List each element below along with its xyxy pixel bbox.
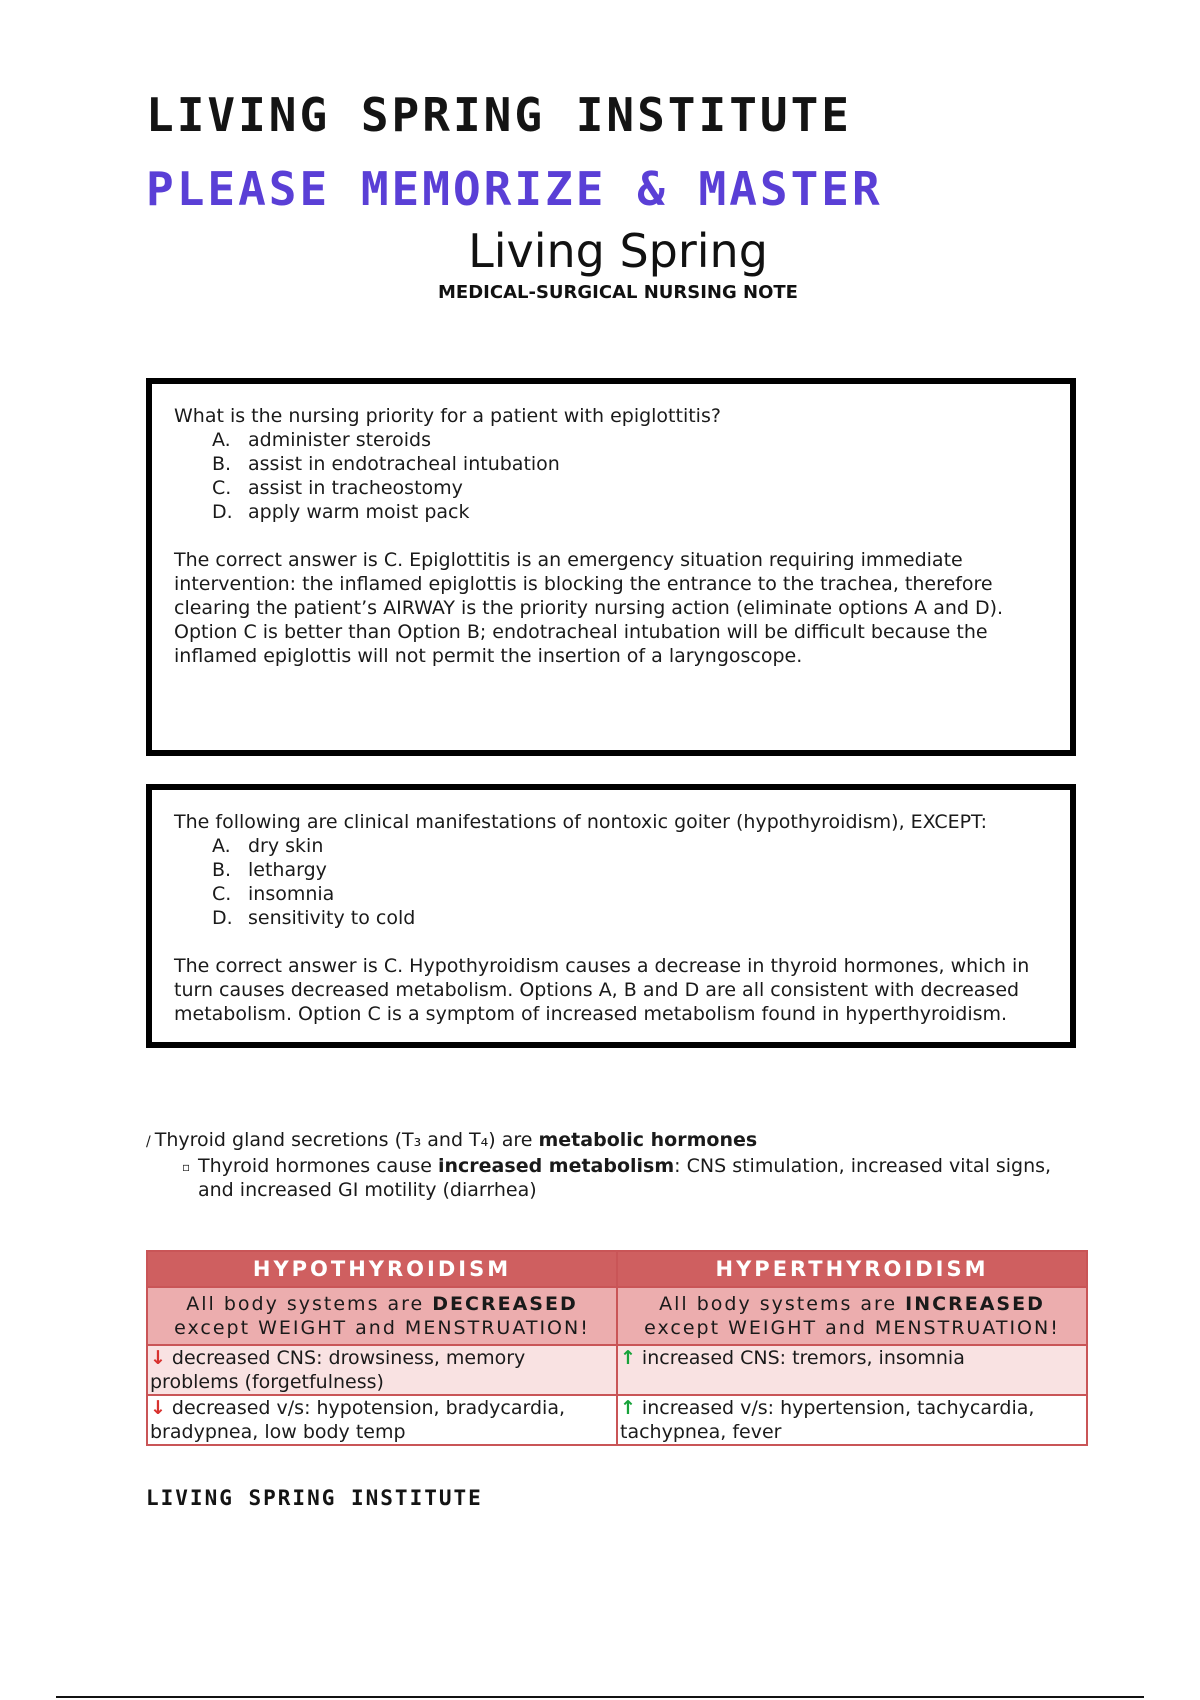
options-list — [174, 834, 1048, 930]
column-header-hyperthyroidism: HYPERTHYROIDISM — [617, 1251, 1087, 1287]
hypo-summary: All body systems are DECREASED except WEIGHT and MENSTRUATION! — [147, 1287, 617, 1345]
option-text: sensitivity to cold — [248, 907, 416, 929]
hyper-cell: ↑ increased v/s: hypertension, tachycardia, tachypnea, fever — [617, 1395, 1087, 1445]
option-letter: D. — [212, 907, 233, 929]
table-row — [147, 1345, 1087, 1395]
question-card — [146, 378, 1076, 756]
question-prompt: The following are clinical manifestations of nontoxic goiter (hypothyroidism), EXCEPT: — [174, 811, 987, 833]
note-line — [146, 1128, 1076, 1154]
option-letter: A. — [212, 835, 231, 857]
option-item — [212, 858, 1048, 882]
option-item — [212, 428, 1048, 452]
option-item — [212, 500, 1048, 524]
option-text: dry skin — [248, 835, 324, 857]
option-item — [212, 906, 1048, 930]
table-header-row — [147, 1251, 1087, 1287]
option-text: apply warm moist pack — [248, 501, 470, 523]
option-letter: A. — [212, 429, 231, 451]
note-emphasis: metabolic hormones — [538, 1129, 758, 1151]
table-row — [147, 1395, 1087, 1445]
option-letter: D. — [212, 501, 233, 523]
option-text: administer steroids — [248, 429, 431, 451]
note-text: Thyroid hormones cause increased metabolism: CNS stimulation, increased vital signs, and increased GI motility (diarrhea) — [198, 1155, 1052, 1201]
question-card — [146, 784, 1076, 1048]
question-prompt: What is the nursing priority for a patient with epiglottitis? — [174, 405, 721, 427]
document-title: Living Spring — [468, 224, 768, 278]
thyroid-notes — [146, 1128, 1076, 1202]
brand-heading: LIVING SPRING INSTITUTE — [146, 88, 852, 142]
option-item — [212, 882, 1048, 906]
arrow-down-icon: ↓ — [150, 1347, 166, 1369]
option-text: assist in endotracheal intubation — [248, 453, 560, 475]
comparison-table — [146, 1250, 1088, 1446]
option-letter: C. — [212, 883, 232, 905]
option-item — [212, 476, 1048, 500]
answer-explanation: The correct answer is C. Epiglottitis is an emergency situation requiring immediate intervention: the inflamed epiglottis is blocking the entrance to the trachea, therefore clearing the patient’s AIRWAY is the priority nursing action (eliminate options A and D). Option C is better than Option B; endotracheal intubation will be difficult because the inflamed epiglottis will not permit the insertion of a laryngoscope. — [174, 549, 1004, 667]
hyper-summary: All body systems are INCREASED except WEIGHT and MENSTRUATION! — [617, 1287, 1087, 1345]
footer-brand: LIVING SPRING INSTITUTE — [146, 1486, 483, 1510]
option-letter: C. — [212, 477, 232, 499]
options-list — [174, 428, 1048, 524]
note-emphasis: increased metabolism — [438, 1155, 675, 1177]
option-text: assist in tracheostomy — [248, 477, 463, 499]
summary-row — [147, 1287, 1087, 1345]
bottom-divider — [56, 1696, 1144, 1698]
note-text: Thyroid gland secretions (T₃ and T₄) are — [154, 1129, 539, 1151]
hypo-cell: ↓ decreased CNS: drowsiness, memory problems (forgetfulness) — [147, 1345, 617, 1395]
column-header-hypothyroidism: HYPOTHYROIDISM — [147, 1251, 617, 1287]
note-subline — [182, 1154, 1076, 1202]
hypo-cell: ↓ decreased v/s: hypotension, bradycardia, bradypnea, low body temp — [147, 1395, 617, 1445]
arrow-down-icon: ↓ — [150, 1397, 166, 1419]
square-bullet-icon: ▫ — [182, 1160, 191, 1174]
hyper-cell: ↑ increased CNS: tremors, insomnia — [617, 1345, 1087, 1395]
option-text: insomnia — [248, 883, 335, 905]
arrow-up-icon: ↑ — [620, 1397, 636, 1419]
answer-explanation: The correct answer is C. Hypothyroidism causes a decrease in thyroid hormones, which in turn causes decreased metabolism. Options A, B and D are all consistent with decreased metabolism. Option C is a symptom of increased metabolism found in hyperthyroidism. — [174, 955, 1030, 1025]
option-letter: B. — [212, 859, 232, 881]
tagline: PLEASE MEMORIZE & MASTER — [146, 162, 883, 216]
option-item — [212, 452, 1048, 476]
arrow-up-icon: ↑ — [620, 1347, 636, 1369]
document-subtitle: MEDICAL-SURGICAL NURSING NOTE — [438, 282, 798, 303]
tick-marker-icon: / — [146, 1134, 151, 1150]
option-letter: B. — [212, 453, 232, 475]
option-text: lethargy — [248, 859, 327, 881]
option-item — [212, 834, 1048, 858]
